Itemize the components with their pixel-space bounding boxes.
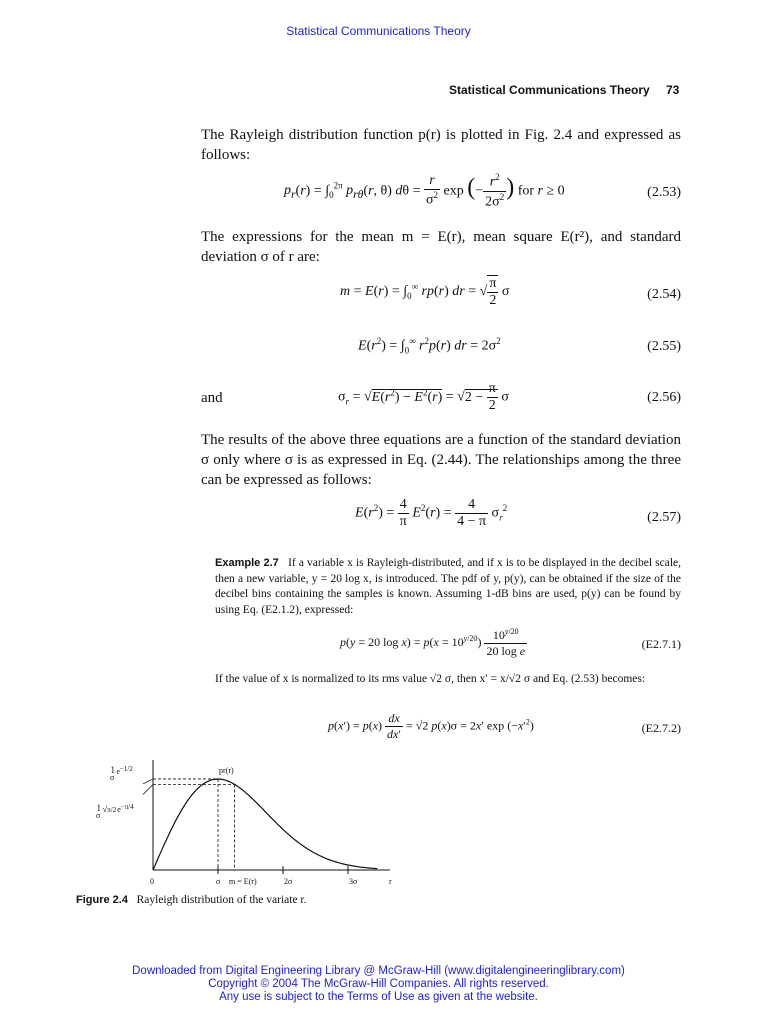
- paragraph-intro: The Rayleigh distribution function p(r) is plotted in Fig. 2.4 and expressed as follows:: [201, 127, 681, 163]
- footer-terms[interactable]: Any use is subject to the Terms of Use as given at the website.: [219, 991, 538, 1003]
- example-2-7: [215, 556, 681, 618]
- y-label-mean: 1 $\sigma√\pi/2e^{-\pi/4}$: [96, 803, 134, 820]
- equation-2-53: $p_r(r) = \int_0^{2\pi}$ $p_{r\theta}(r$, θ) dθ = $\frac{r}{\sigma^2}$ exp (− $\frac{r^2}{2\sigma^2}$ ) for r ≥ 0: [284, 172, 565, 210]
- and-label: and: [201, 390, 223, 406]
- rayleigh-figure: [90, 755, 410, 890]
- y-label-peak: 1 $\sigma e^{-1/2}$: [110, 765, 133, 782]
- equation-e2-7-2: p(x′) = p(x) $\frac{dx}{dx'}$ = √2 p(x)σ = 2x′ $\exp (-x'^2)$: [328, 711, 534, 741]
- x-tick-label-sigma: σ: [216, 877, 221, 886]
- page-number: 73: [666, 83, 680, 97]
- curve-label: pr(r): [219, 766, 234, 775]
- figure-caption-text: Rayleigh distribution of the variate r.: [136, 894, 307, 906]
- running-title: Statistical Communications Theory: [449, 83, 650, 97]
- x-tick-label-3sigma: 3σ: [349, 877, 358, 886]
- equation-2-55: $E(r^2) = \int_0^\infty$ $r^2p(r)$ dr = $2\sigma^2$: [358, 336, 501, 356]
- x-tick-label-2sigma: 2σ: [284, 877, 293, 886]
- equation-number-e2-7-2: (E2.7.2): [641, 721, 681, 735]
- figure-caption: [76, 894, 307, 906]
- equation-number-e2-7-1: (E2.7.1): [641, 637, 681, 651]
- equation-number-2-53: (2.53): [647, 185, 681, 200]
- example-text: If a variable x is Rayleigh-distributed, and if x is to be displayed in the decibel scale, then a new variable, y = 20 log x, is introduced. The pdf of y, p(y), can be obtained if the size of the decibel bins containing the samples is known. Assuming 1-dB bins are used, p(y) can be found by using Eq. (E2.1.2), expressed:: [215, 557, 682, 616]
- equation-number-2-57: (2.57): [647, 510, 681, 525]
- peak-label-leader: [143, 779, 153, 784]
- equation-2-56: $\sigma_r = √E(r^2) - E^2(r) = √2$ − $\frac{\pi}{2}$ σ: [338, 381, 509, 413]
- paragraph-relationships: The results of the above three equations are a function of the standard deviation σ only where σ is as expressed in Eq. (2.44). The relationships among the three can be expressed as follows:: [201, 432, 681, 488]
- equation-e2-7-1: p(y = 20 $\log x) = p(x = 10^{y/20})$ $\frac{10^{y/20}}{\text{20 log e}}$: [340, 627, 526, 658]
- footer-copyright: Copyright © 2004 The McGraw-Hill Companies. All rights reserved.: [208, 978, 549, 990]
- top-header-link[interactable]: Statistical Communications Theory: [286, 24, 471, 38]
- equation-number-2-55: (2.55): [647, 339, 681, 354]
- rayleigh-curve: [153, 779, 377, 870]
- paragraph-moments: The expressions for the mean m = E(r), mean square E(r²), and standard deviation σ of r are:: [201, 229, 681, 265]
- mean-label-leader: [143, 785, 153, 795]
- footer: [0, 965, 757, 1004]
- equation-2-57: $E(r^2)$ = $\frac{4}{\pi}$ $E^2(r)$ = $\frac{4}{4 - \pi}$ $\sigma_r^2$: [355, 497, 508, 529]
- x-tick-label-0: 0: [150, 877, 154, 886]
- example-normalization-text: If the value of x is normalized to its rms value √2 σ, then x′ = x/√2 σ and Eq. (2.53) becomes:: [215, 673, 646, 685]
- equation-number-2-56: (2.56): [647, 390, 681, 405]
- x-tick-label-mean: m = E(r): [229, 877, 257, 886]
- x-axis-label-r: r: [389, 877, 392, 886]
- footer-download-link[interactable]: Downloaded from Digital Engineering Library @ McGraw-Hill (www.digitalengineeringlibrary.com): [132, 965, 625, 977]
- figure-label: Figure 2.4: [76, 894, 128, 906]
- equation-number-2-54: (2.54): [647, 287, 681, 302]
- equation-2-54: $m = E(r) = \int_0^\infty$ rp(r) dr = √ $\frac{\pi}{2}$ σ: [340, 276, 510, 308]
- example-label: Example 2.7: [215, 557, 279, 569]
